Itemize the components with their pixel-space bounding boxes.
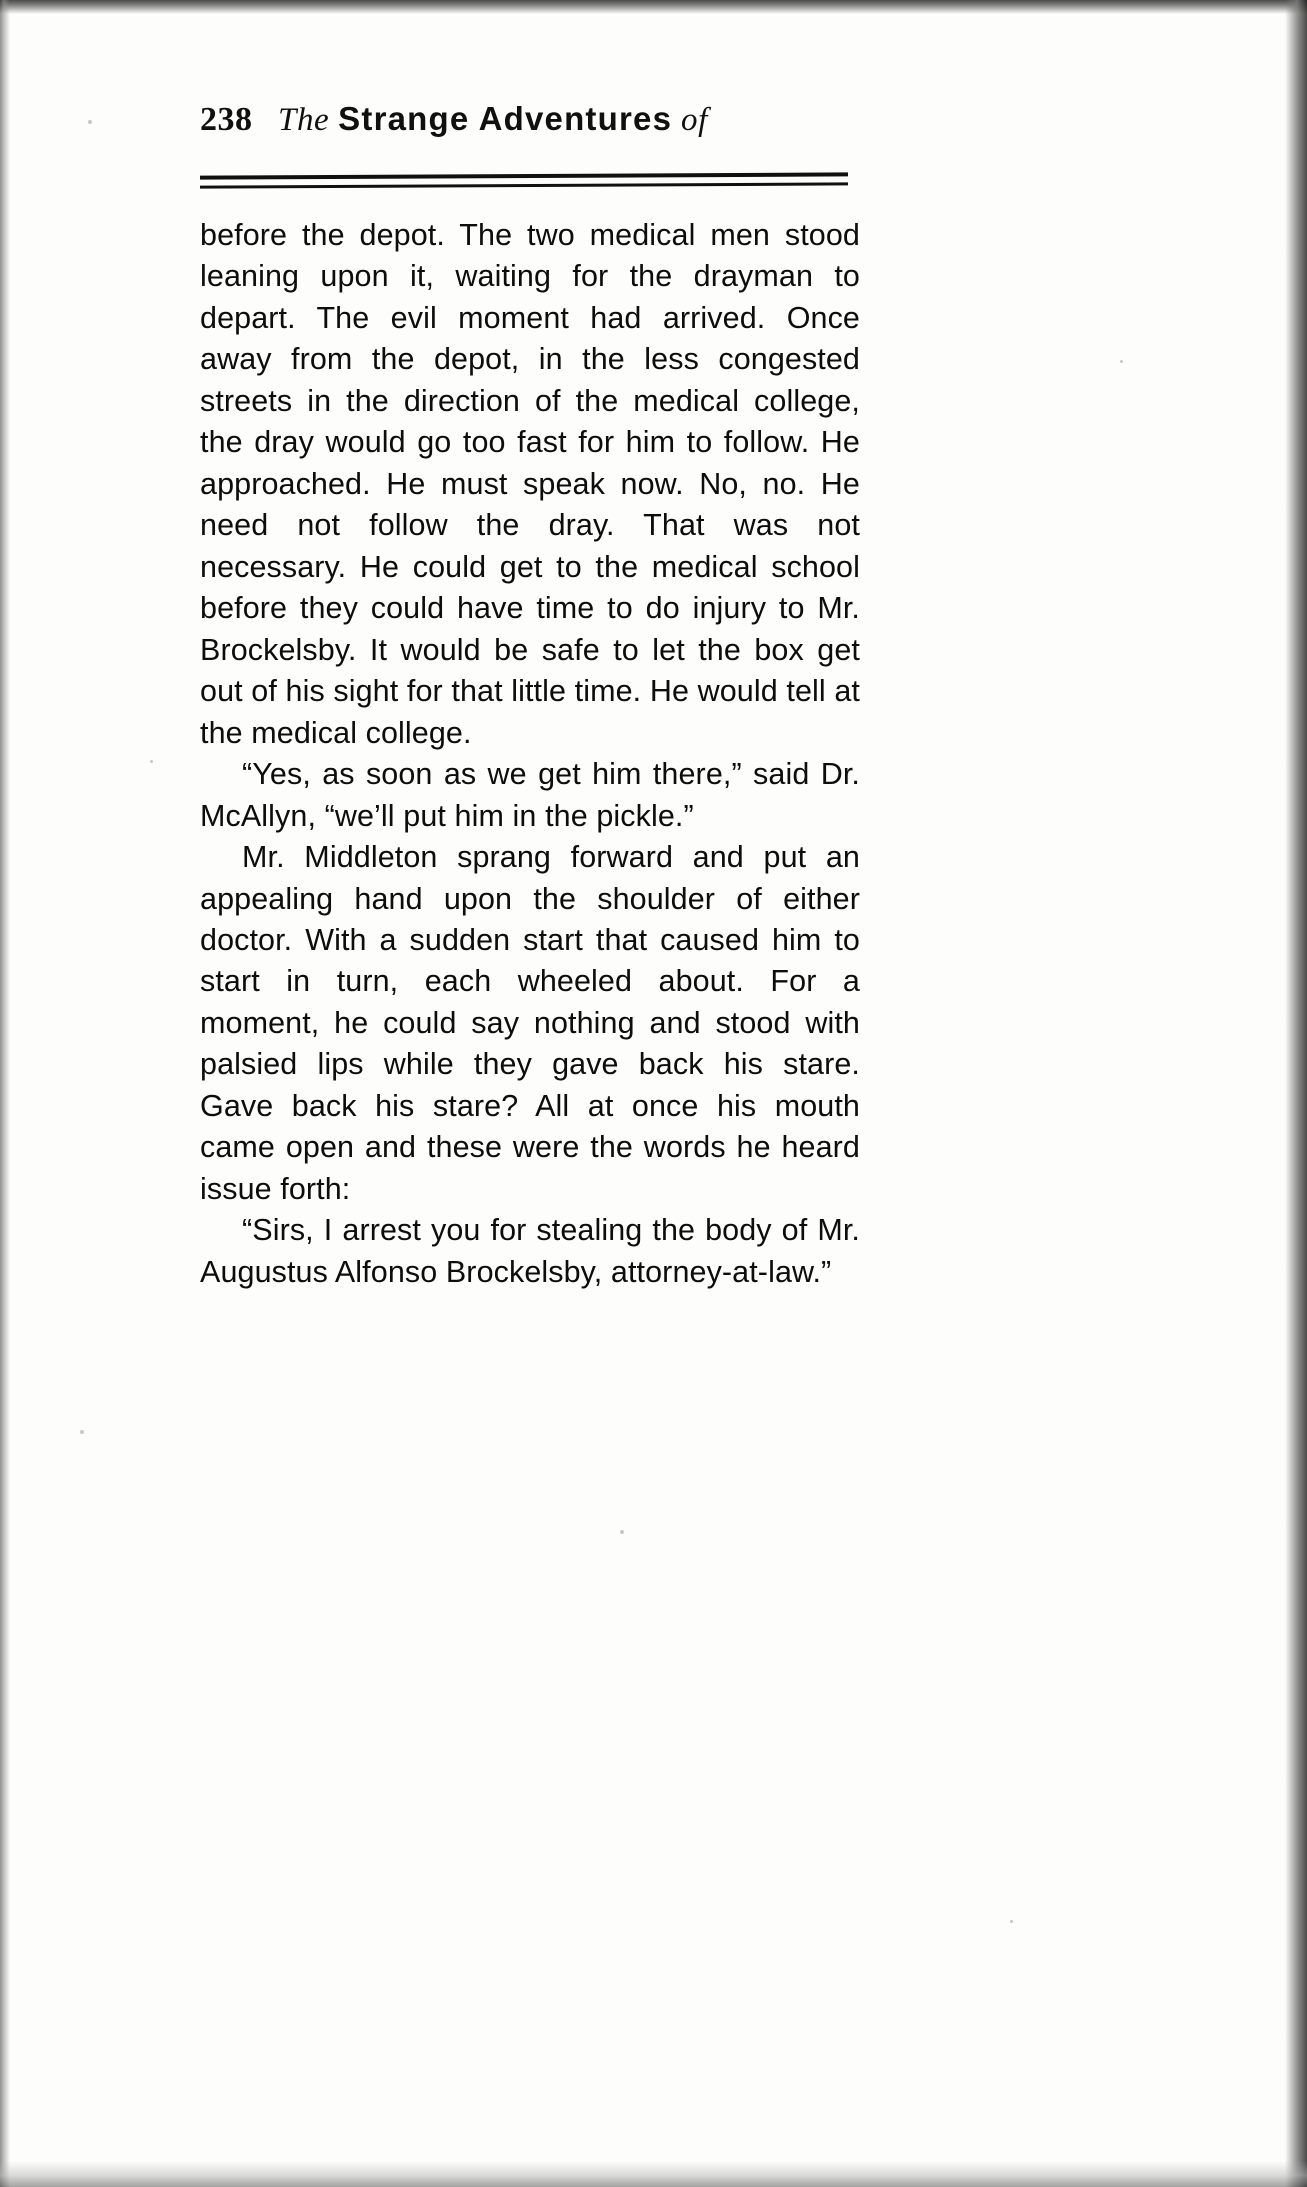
scan-speck xyxy=(1120,360,1123,363)
page-number: 238 xyxy=(200,101,253,138)
scan-speck xyxy=(620,1530,624,1534)
scan-speck xyxy=(88,120,92,124)
scan-edge-right xyxy=(1285,0,1307,2187)
running-head-italic-last: of xyxy=(681,102,708,138)
paragraph: before the depot. The two medical men stood leaning upon it, waiting for the drayman to depart. The evil moment had arrived. Once away from the depot, in the less congested streets in the direction of the medical college, the dray would go too fast for him to follow. He approached. He must speak now. No, no. He need not follow the dray. That was not necessary. He could get to the medical school before they could have time to do injury to Mr. Brockelsby. It would be safe to let the box get out of his sight for that little time. He would tell at the medical college. xyxy=(200,218,860,750)
running-head-roman: Strange Adventures xyxy=(338,100,673,137)
header-rule-line-upper xyxy=(200,172,848,179)
header-rule-line-lower xyxy=(200,182,848,188)
running-header xyxy=(200,100,860,162)
body-text xyxy=(200,215,860,1293)
scan-edge-top xyxy=(0,0,1307,14)
running-head-italic-first: The xyxy=(278,102,330,138)
header-double-rule xyxy=(200,174,860,187)
scan-speck xyxy=(1010,1920,1013,1923)
page-text-block xyxy=(200,100,860,1293)
scan-edge-bottom xyxy=(0,2161,1307,2187)
page-title xyxy=(278,100,708,139)
paragraph: Mr. Middleton sprang forward and put an appealing hand upon the shoulder of either doctor. With a sudden start that caused him to start in turn, each wheeled about. For a moment, he could say nothing and stood with palsied lips while they gave back his stare. Gave back his stare? All at once his mouth came open and these were the words he heard issue forth: xyxy=(200,840,860,1206)
scan-edge-left xyxy=(0,0,10,2187)
scan-speck xyxy=(80,1430,84,1434)
paragraph: “Sirs, I arrest you for stealing the body of Mr. Augustus Alfonso Brockelsby, attorney-at-law.” xyxy=(200,1213,860,1289)
paragraph: “Yes, as soon as we get him there,” said Dr. McAllyn, “we’ll put him in the pickle.” xyxy=(200,757,860,833)
scan-speck xyxy=(150,760,153,763)
